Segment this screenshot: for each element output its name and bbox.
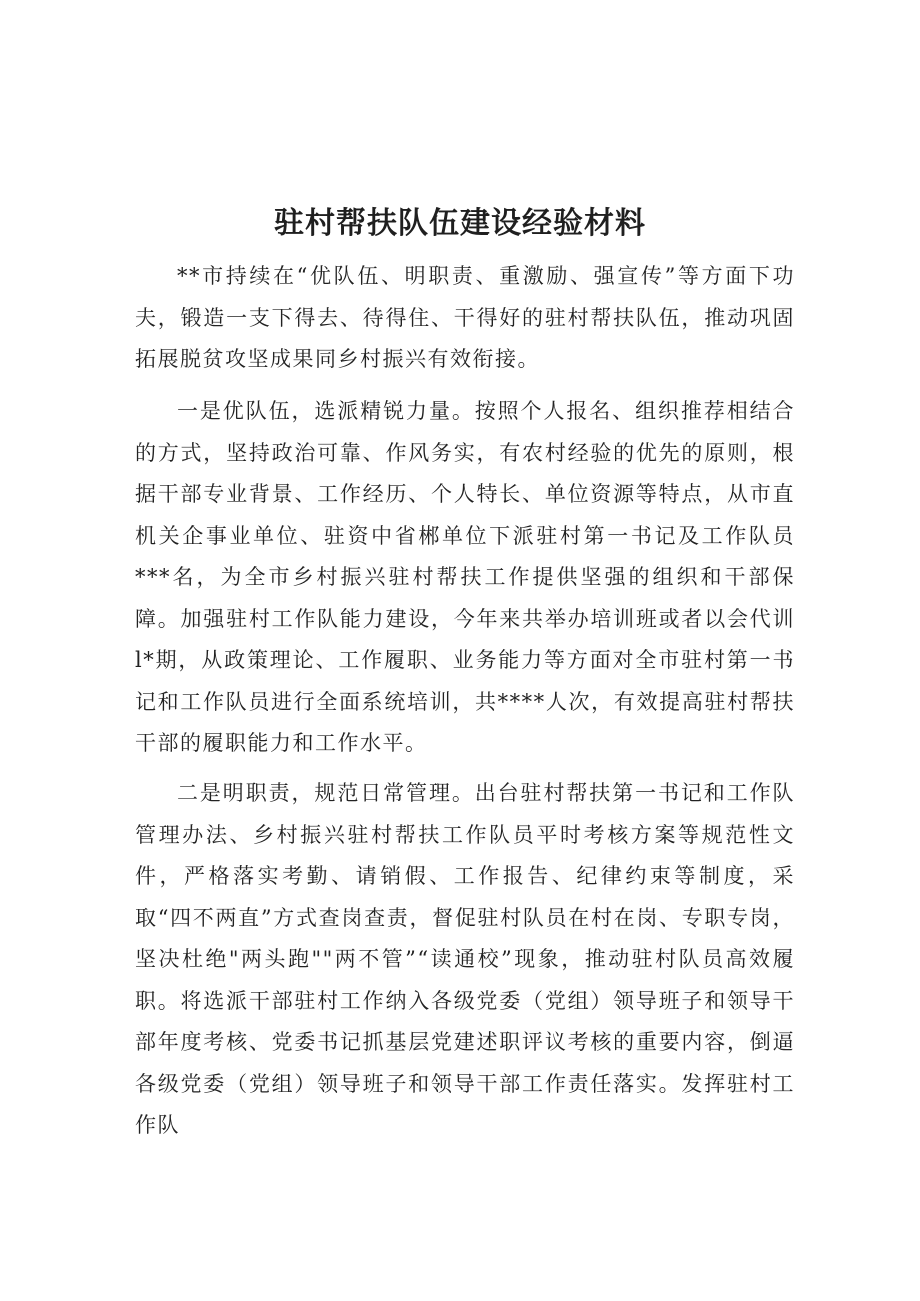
paragraph-team-selection: 一是优队伍，选派精锐力量。按照个人报名、组织推荐相结合的方式，坚持政治可靠、作风务实，有农村经验的优先的原则，根据干部专业背景、工作经历、个人特长、单位资源等特点，从市直机关企事业单位、驻资中省郴单位下派驻村第一书记及工作队员***名，为全市乡村振兴驻村帮扶工作提供坚强的组织和干部保障。加强驻村工作队能力建设，今年来共举办培训班或者以会代训l*期，从政策理论、工作履职、业务能力等方面对全市驻村第一书记和工作队员进行全面系统培训，共****人次，有效提高驻村帮扶干部的履职能力和工作水平。: [135, 399, 795, 755]
paragraph-responsibilities: 二是明职责，规范日常管理。出台驻村帮扶第一书记和工作队管理办法、乡村振兴驻村帮扶工作队员平时考核方案等规范性文件，严格落实考勤、请销假、工作报告、纪律约束等制度，采取“四不两直”方式查岗查责，督促驻村队员在村在岗、专职专岗，坚决杜绝"两头跑""两不管”“读通校”现象，推动驻村队员高效履职。将选派干部驻村工作纳入各级党委（党组）领导班子和领导干部年度考核、党委书记抓基层党建述职评议考核的重要内容，倒逼各级党委（党组）领导班子和领导干部工作责任落实。发挥驻村工作队: [135, 781, 795, 1137]
document-title: 驻村帮扶队伍建设经验材料: [274, 206, 646, 241]
paragraph-intro: **市持续在“优队伍、明职责、重激励、强宣传”等方面下功夫，锻造一支下得去、待得住、干得好的驻村帮扶队伍，推动巩固拓展脱贫攻坚成果同乡村振兴有效衔接。: [135, 264, 795, 371]
